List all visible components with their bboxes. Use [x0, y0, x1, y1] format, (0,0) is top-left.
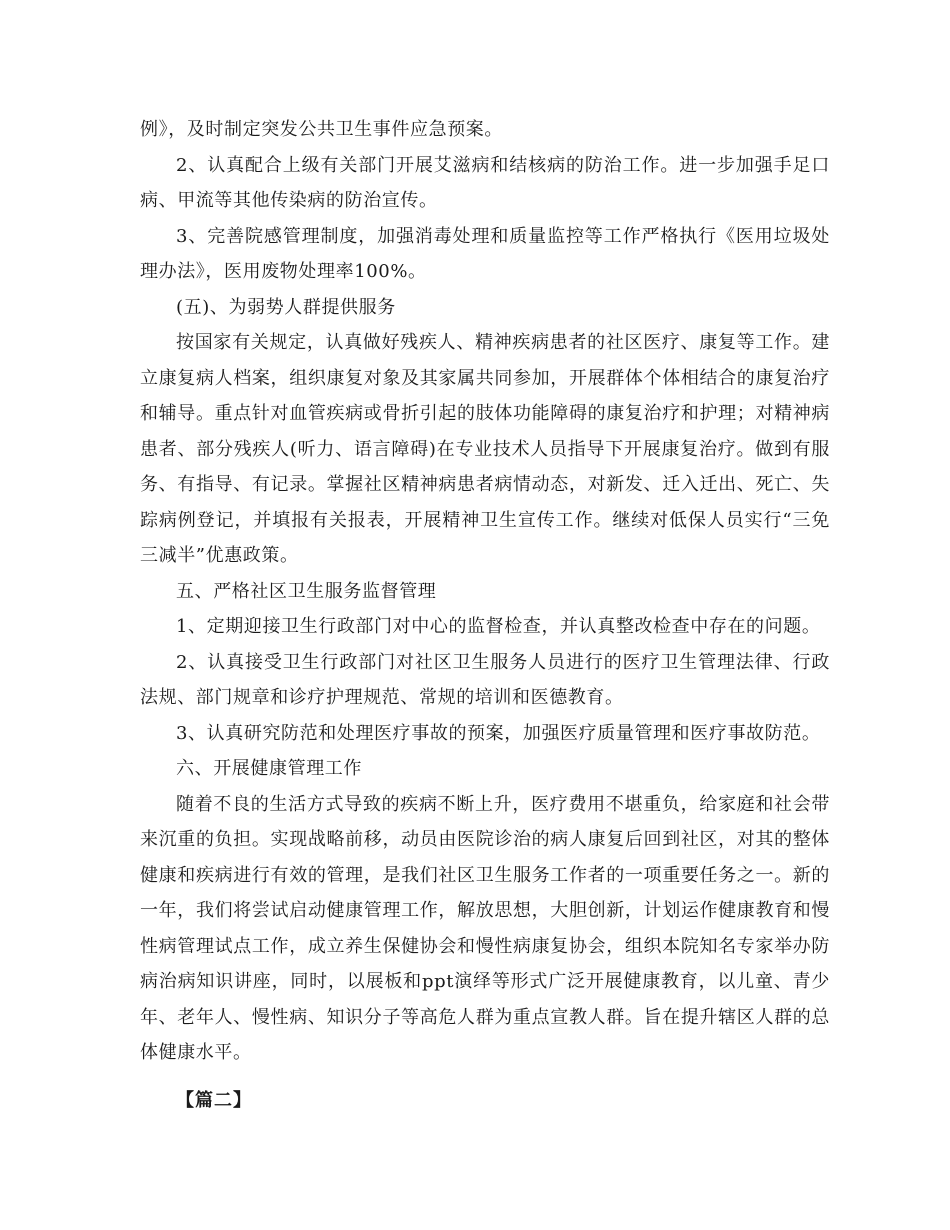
heading-supervision: 五、严格社区卫生服务监督管理	[176, 580, 437, 602]
paragraph-3: 3、完善院感管理制度，加强消毒处理和质量监控等工作严格执行《医用垃圾处理办法》，医用废物处理率100%。	[140, 225, 830, 282]
document-body	[140, 112, 830, 1118]
subheading-vulnerable-groups: (五)、为弱势人群提供服务	[176, 296, 396, 318]
paragraph-9: 3、认真研究防范和处理医疗事故的预案，加强医疗质量管理和医疗事故防范。	[176, 722, 821, 744]
paragraph-11: 随着不良的生活方式导致的疾病不断上升，医疗费用不堪重负，给家庭和社会带来沉重的负担。实现战略前移，动员由医院诊治的病人康复后回到社区，对其的整体健康和疾病进行有效的管理，是我们社区卫生服务工作者的一项重要任务之一。新的一年，我们将尝试启动健康管理工作，解放思想，大胆创新，计划运作健康教育和慢性病管理试点工作，成立养生保健协会和慢性病康复协会，组织本院知名专家举办防病治病知识讲座，同时，以展板和ppt演绎等形式广泛开展健康教育，以儿童、青少年、老年人、慢性病、知识分子等高危人群为重点宣教人群。旨在提升辖区人群的总体健康水平。	[140, 793, 830, 1063]
paragraph-5: 按国家有关规定，认真做好残疾人、精神疾病患者的社区医疗、康复等工作。建立康复病人档案，组织康复对象及其家属共同参加，开展群体个体相结合的康复治疗和辅导。重点针对血管疾病或骨折引起的肢体功能障碍的康复治疗和护理；对精神病患者、部分残疾人(听力、语言障碍)在专业技术人员指导下开展康复治疗。做到有服务、有指导、有记录。掌握社区精神病患者病情动态，对新发、迁入迁出、死亡、失踪病例登记，并填报有关报表，开展精神卫生宣传工作。继续对低保人员实行“三免三减半”优惠政策。	[140, 332, 830, 566]
heading-health-management: 六、开展健康管理工作	[176, 758, 362, 779]
paragraph-2: 2、认真配合上级有关部门开展艾滋病和结核病的防治工作。进一步加强手足口病、甲流等其他传染病的防治宣传。	[140, 154, 830, 211]
paragraph-8: 2、认真接受卫生行政部门对社区卫生服务人员进行的医疗卫生管理法律、行政法规、部门规章和诊疗护理规范、常规的培训和医德教育。	[140, 651, 830, 708]
paragraph-1: 例》，及时制定突发公共卫生事件应急预案。	[140, 119, 503, 140]
paragraph-7: 1、定期迎接卫生行政部门对中心的监督检查，并认真整改检查中存在的问题。	[176, 616, 821, 637]
section-heading: 【篇二】	[176, 1089, 252, 1111]
